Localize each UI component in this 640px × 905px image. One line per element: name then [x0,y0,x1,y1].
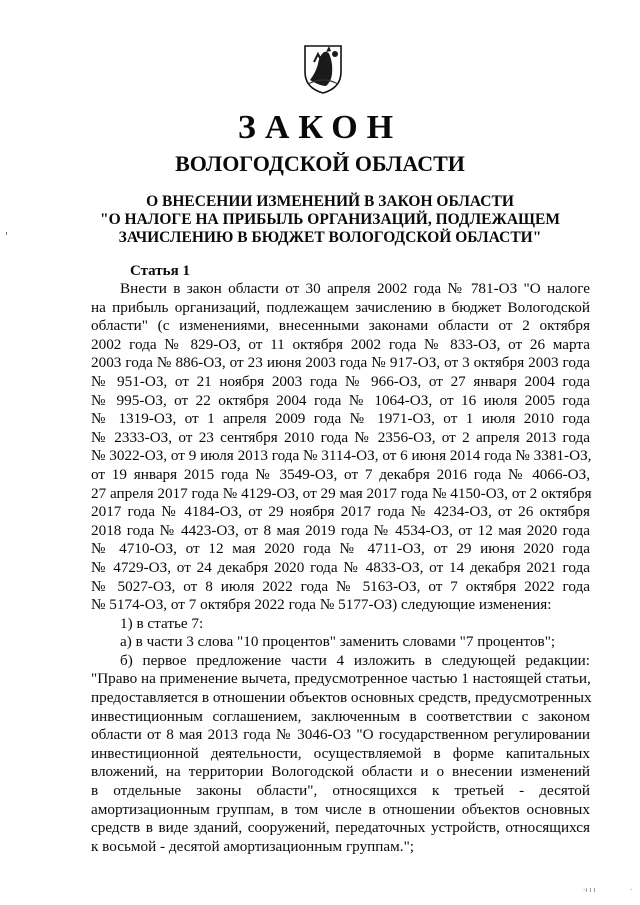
body-line: амортизационным группам, в том числе в отношении объектов основных [91,800,590,818]
body-line: № 3022-ОЗ, от 9 июля 2013 года № 3114-ОЗ, от 6 июня 2014 года № 3381-ОЗ, [91,447,592,465]
heading-line: О ВНЕСЕНИИ ИЗМЕНЕНИЙ В ЗАКОН ОБЛАСТИ [146,193,514,210]
body-line: инвестиционным соглашением, заключенным в соответствии с законом [91,707,590,725]
corner-mark: · [630,886,633,894]
heading-line: ЗАЧИСЛЕНИЮ В БЮДЖЕТ ВОЛОГОДСКОЙ ОБЛАСТИ" [118,229,542,246]
body-line: № 2333-ОЗ, от 23 сентября 2010 года № 2356-ОЗ, от 2 апреля 2013 года [91,428,590,446]
body-line: № 4729-ОЗ, от 24 декабря 2020 года № 4833-ОЗ, от 14 декабря 2021 года [91,558,590,576]
body-line: 27 апреля 2017 года № 4129-ОЗ, от 29 мая 2017 года № 4150-ОЗ, от 2 октября [91,484,592,502]
body-line: № 1319-ОЗ, от 1 апреля 2009 года № 1971-ОЗ, от 1 июля 2010 года [91,410,590,428]
body-line: 1) в статье 7: [120,614,204,632]
article-body [91,280,590,856]
body-line: вложений, на территории Вологодской области и о внесении изменений [91,763,590,781]
body-line: 2003 года № 886-ОЗ, от 23 июня 2003 года № 917-ОЗ, от 3 октября 2003 года [91,354,590,372]
body-line: от 19 января 2015 года № 3549-ОЗ, от 7 декабря 2016 года № 4066-ОЗ, [91,465,590,483]
body-line: б) первое предложение части 4 изложить в следующей редакции: [120,651,590,669]
body-line: 2017 года № 4184-ОЗ, от 29 ноября 2017 года № 4234-ОЗ, от 26 октября [91,503,590,521]
body-line: области от 8 мая 2013 года № 3046-ОЗ "О государственном регулировании [91,726,590,744]
body-line: № 5027-ОЗ, от 8 июля 2022 года № 5163-ОЗ, от 7 октября 2022 года [91,577,590,595]
law-heading [70,193,590,247]
body-line: инвестиционной деятельности, осуществляемой в форме капитальных [91,744,590,762]
article-title: Статья 1 [130,263,190,279]
body-line: предоставляется в отношении объектов основных средств, предусмотренных [91,689,592,707]
body-line: в отдельные законы области", относящихся к третьей - десятой [91,782,590,800]
document-title: ЗАКОН [237,109,403,146]
body-line: Внести в закон области от 30 апреля 2002 года № 781-ОЗ "О налоге [120,280,590,297]
body-line: № 5174-ОЗ, от 7 октября 2022 года № 5177-ОЗ) следующие изменения: [91,596,552,614]
coat-of-arms-icon [302,42,344,94]
body-line: "Право на применение вычета, предусмотренное частью 1 настоящей статьи, [91,670,591,688]
body-line: средств в виде зданий, сооружений, передаточных устройств, относящихся [91,819,590,837]
corner-mark: ·ı ı ı [583,886,596,894]
body-line: к восьмой - десятой амортизационным группам."; [91,837,414,855]
scan-mark [6,232,7,235]
body-line: 2018 года № 4423-ОЗ, от 8 мая 2019 года № 4534-ОЗ, от 12 мая 2020 года [91,521,590,539]
body-line: № 951-ОЗ, от 21 ноября 2003 года № 966-ОЗ, от 27 января 2004 года [91,372,590,390]
body-line: 2002 года № 829-ОЗ, от 11 октября 2002 года № 833-ОЗ, от 26 марта [91,335,590,353]
body-line: № 995-ОЗ, от 22 октября 2004 года № 1064-ОЗ, от 16 июля 2005 года [91,391,590,409]
document-subtitle: ВОЛОГОДСКОЙ ОБЛАСТИ [175,151,465,176]
body-line: области" (с изменениями, внесенными законами области от 2 октября [91,317,590,335]
body-line: а) в части 3 слова "10 процентов" заменить словами "7 процентов"; [120,633,556,651]
body-line: № 4710-ОЗ, от 12 мая 2020 года № 4711-ОЗ, от 29 июня 2020 года [91,540,590,558]
heading-line: "О НАЛОГЕ НА ПРИБЫЛЬ ОРГАНИЗАЦИЙ, ПОДЛЕЖАЩЕМ [99,211,560,228]
body-line: на прибыль организаций, подлежащем зачислению в бюджет Вологодской [91,298,590,316]
